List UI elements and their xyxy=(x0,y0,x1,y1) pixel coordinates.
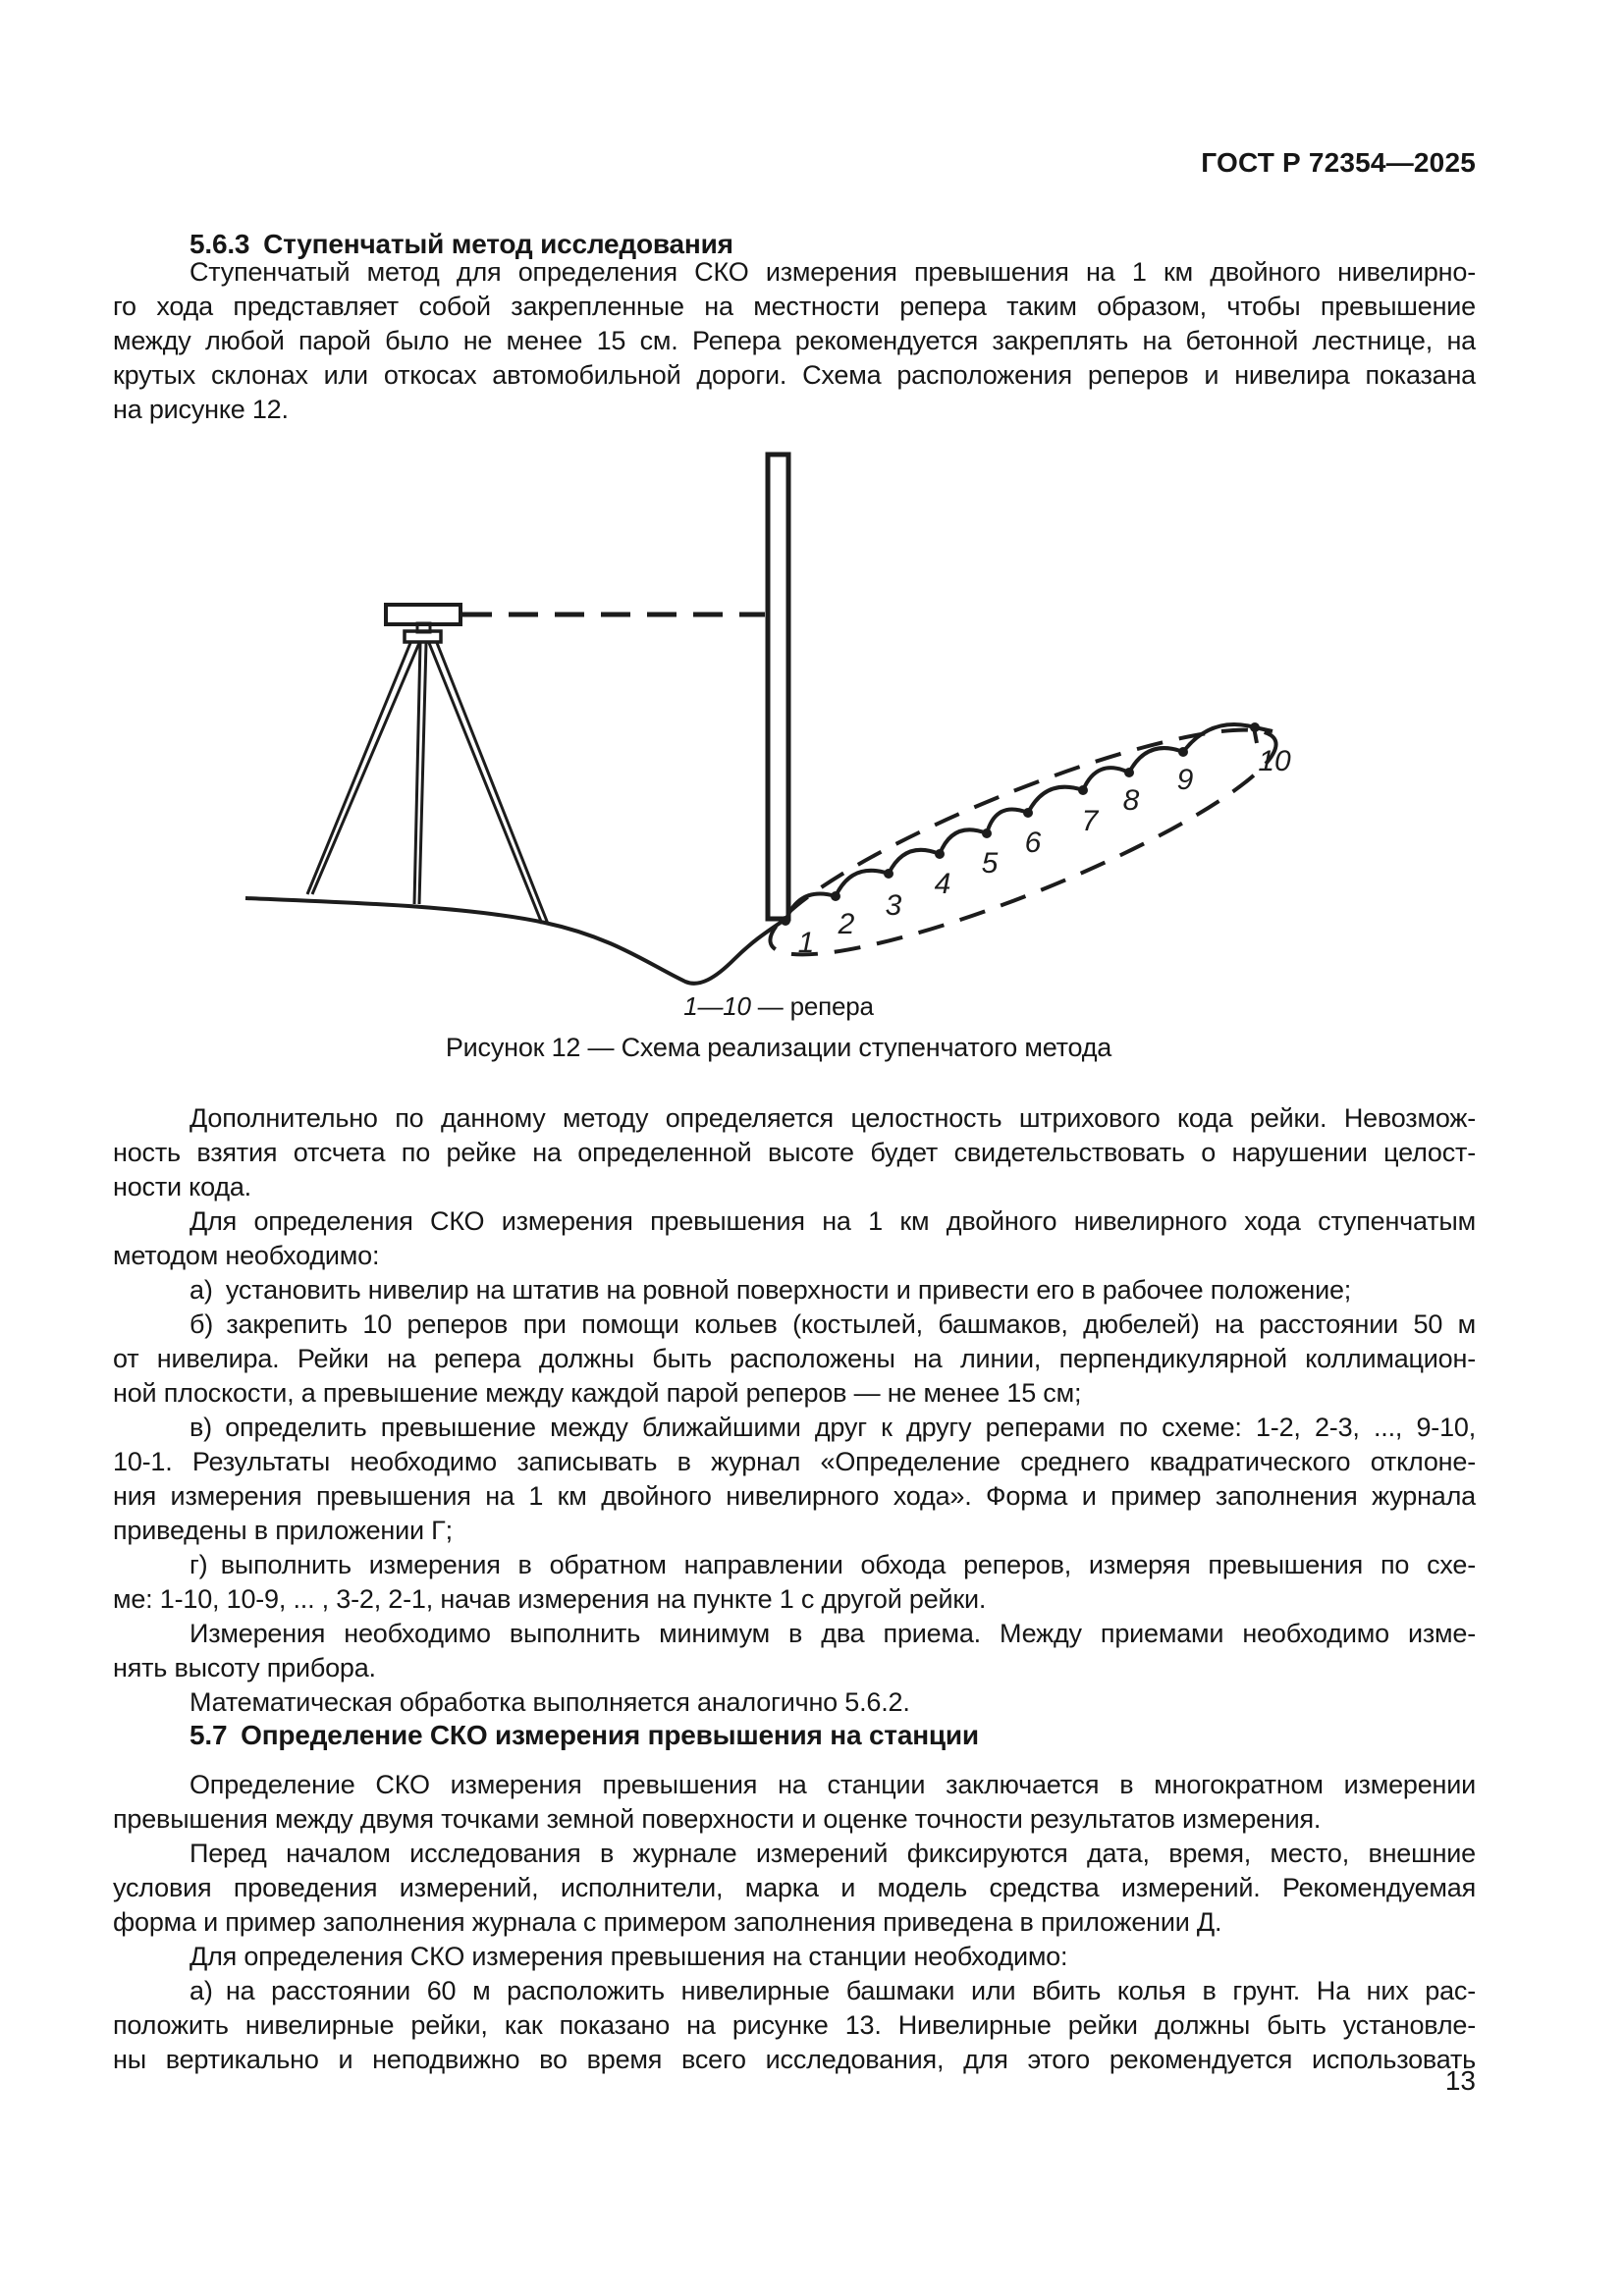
text-line: ния измерения превышения на 1 км двойного нивелирного хода». Форма и пример заполнения журнала xyxy=(113,1481,1476,1511)
text-line: го хода представляет собой закрепленные на местности репера таким образом, чтобы превышение xyxy=(113,292,1476,321)
benchmark-label: 2 xyxy=(838,908,855,940)
text-line: ности кода. xyxy=(113,1172,251,1201)
benchmark-chain xyxy=(785,724,1255,921)
paragraph xyxy=(113,1548,1476,1617)
benchmark-points xyxy=(781,722,1291,959)
text-line: приведены в приложении Г; xyxy=(113,1516,453,1545)
paragraph xyxy=(113,1273,1476,1308)
paragraph xyxy=(113,1685,1476,1720)
section-5-7-paragraphs xyxy=(113,1768,1476,2077)
text-line: а) на расстоянии 60 м расположить нивелирные башмаки или вбить колья в грунт. На них рас- xyxy=(189,1976,1476,2005)
benchmark-dot xyxy=(781,916,790,926)
paragraph xyxy=(113,1204,1476,1273)
text-line: нять высоту прибора. xyxy=(113,1653,376,1682)
text-line: крутых склонах или откосах автомобильной дороги. Схема расположения реперов и нивелира показана xyxy=(113,360,1476,390)
paragraph xyxy=(113,1101,1476,1204)
figure-legend-range: 1—10 xyxy=(683,991,751,1021)
text-line: Перед началом исследования в журнале измерений фиксируются дата, время, место, внешние xyxy=(189,1839,1476,1868)
paragraph xyxy=(113,1617,1476,1685)
text-line: методом необходимо: xyxy=(113,1241,380,1270)
text-line: форма и пример заполнения журнала с примером заполнения приведена в приложении Д. xyxy=(113,1907,1222,1937)
benchmark-label: 1 xyxy=(797,927,815,959)
benchmark-dot xyxy=(884,869,893,879)
benchmark-label: 5 xyxy=(981,847,999,880)
paragraph xyxy=(113,1768,1476,1837)
benchmark-label: 6 xyxy=(1024,827,1042,859)
benchmark-dot xyxy=(935,849,945,859)
benchmark-dot xyxy=(831,891,840,901)
chain-end-tick xyxy=(1254,727,1272,743)
intro-paragraphs xyxy=(113,255,1476,427)
ground-line xyxy=(245,898,785,984)
page-number: 13 xyxy=(1444,2065,1476,2096)
doc-code-header: ГОСТ Р 72354—2025 xyxy=(1201,147,1476,178)
text-line: в) определить превышение между ближайшими друг к другу реперами по схеме: 1-2, 2-3, ..., 9-10, xyxy=(189,1413,1476,1442)
figure-caption: Рисунок 12 — Схема реализации ступенчатого метода xyxy=(445,1033,1112,1062)
benchmark-dot xyxy=(1023,808,1033,818)
text-line: положить нивелирные рейки, как показано на рисунке 13. Нивелирные рейки должны быть установле- xyxy=(113,2010,1476,2040)
benchmark-label: 9 xyxy=(1176,764,1194,796)
text-line: превышения между двумя точками земной поверхности и оценке точности результатов измерения. xyxy=(113,1804,1322,1834)
level-instrument xyxy=(386,605,460,624)
text-line: б) закрепить 10 реперов при помощи кольев (костылей, башмаков, дюбелей) на расстоянии 50 м xyxy=(189,1309,1476,1339)
text-line: ны вертикально и неподвижно во время всего исследования, для этого рекомендуется использовать xyxy=(113,2045,1476,2074)
text-line: Для определения СКО измерения превышения на 1 км двойного нивелирного хода ступенчатым xyxy=(189,1206,1476,1236)
text-line: ме: 1-10, 10-9, ... , 3-2, 2-1, начав измерения на пункте 1 с другой рейки. xyxy=(113,1584,987,1614)
text-line: ной плоскости, а превышение между каждой парой реперов — не менее 15 см; xyxy=(113,1378,1082,1408)
text-line: между любой парой было не менее 15 см. Репера рекомендуется закреплять на бетонной лестнице, на xyxy=(113,326,1476,355)
text-line: Определение СКО измерения превышения на станции заключается в многократном измерении xyxy=(189,1770,1476,1799)
paragraph xyxy=(113,1308,1476,1411)
benchmark-label: 3 xyxy=(885,889,902,922)
text-line: Дополнительно по данному методу определяется целостность штрихового кода рейки. Невозмож- xyxy=(189,1103,1476,1133)
benchmark-dot xyxy=(1078,785,1088,795)
text-line: от нивелира. Рейки на репера должны быть расположены на линии, перпендикулярной коллимацион- xyxy=(113,1344,1476,1373)
benchmark-dot xyxy=(1178,747,1188,757)
body-paragraphs xyxy=(113,1101,1476,1720)
text-line: Математическая обработка выполняется аналогично 5.6.2. xyxy=(189,1687,910,1717)
text-line: а) установить нивелир на штатив на ровной поверхности и привести его в рабочее положение; xyxy=(189,1275,1352,1305)
text-line: на рисунке 12. xyxy=(113,395,289,424)
paragraph xyxy=(113,1837,1476,1940)
benchmark-label: 4 xyxy=(934,868,951,900)
text-line: условия проведения измерений, исполнители, марка и модель средства измерений. Рекомендуемая xyxy=(113,1873,1476,1902)
paragraph xyxy=(113,1940,1476,1974)
text-line: Ступенчатый метод для определения СКО измерения превышения на 1 км двойного нивелирно- xyxy=(189,257,1476,287)
text-line: Измерения необходимо выполнить минимум в два приема. Между приемами необходимо изме- xyxy=(189,1619,1476,1648)
benchmark-dot xyxy=(1124,768,1134,777)
benchmark-label: 7 xyxy=(1081,805,1099,837)
tripod xyxy=(307,643,548,924)
figure-legend xyxy=(113,991,1444,1022)
instrument-neck xyxy=(417,623,430,632)
paragraph xyxy=(113,1974,1476,2077)
figure-legend-text: — репера xyxy=(750,991,874,1021)
text-line: ность взятия отсчета по рейке на определенной высоте будет свидетельствовать о нарушении целост- xyxy=(113,1138,1476,1167)
benchmark-dot xyxy=(982,828,992,838)
benchmark-label: 8 xyxy=(1122,784,1140,817)
leveling-staff xyxy=(768,454,788,919)
text-line: 10-1. Результаты необходимо записывать в журнал «Определение среднего квадратического отклоне- xyxy=(113,1447,1476,1476)
text-line: г) выполнить измерения в обратном направлении обхода реперов, измеряя превышения по схе- xyxy=(189,1550,1476,1579)
benchmark-label: 10 xyxy=(1258,745,1291,777)
section-heading-5-6-3: 5.6.3 Ступенчатый метод исследования xyxy=(189,229,733,259)
tripod-head xyxy=(405,631,441,642)
text-line: Для определения СКО измерения превышения на станции необходимо: xyxy=(189,1942,1068,1971)
paragraph xyxy=(113,1411,1476,1548)
paragraph xyxy=(113,255,1476,427)
benchmark-dot xyxy=(1250,722,1260,732)
benchmark-ellipse xyxy=(752,693,1295,991)
section-heading-5-7: 5.7 Определение СКО измерения превышения на станции xyxy=(189,1720,979,1750)
